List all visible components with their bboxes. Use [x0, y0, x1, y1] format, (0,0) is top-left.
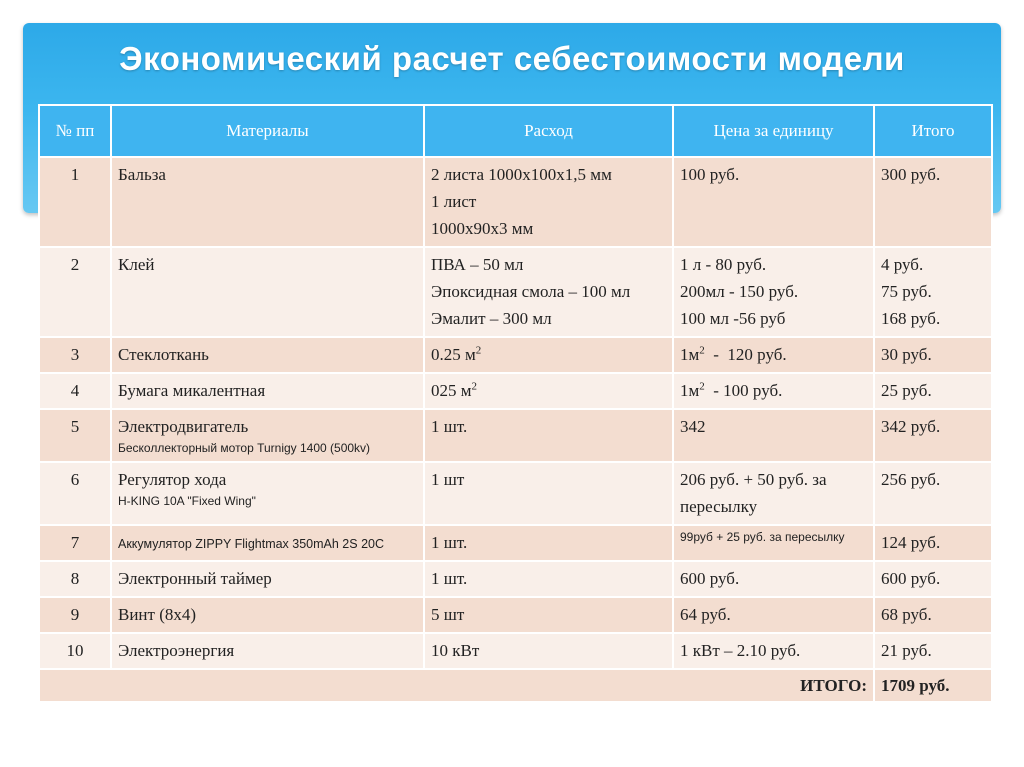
table-row [39, 597, 992, 633]
grand-total-row [39, 669, 992, 702]
material-small: Аккумулятор ZIPPY Flightmax 350mAh 2S 20C [118, 537, 385, 551]
price-pre: 1м [680, 381, 700, 400]
row-price: 64 руб. [673, 597, 874, 633]
cost-table [38, 104, 993, 703]
total-line: 4 руб. [881, 255, 924, 274]
col-header-total: Итого [874, 105, 992, 157]
row-material [111, 462, 424, 525]
row-num: 4 [39, 373, 111, 409]
price-unit-sup: 2 [699, 344, 705, 357]
row-price: 1 кВт – 2.10 руб. [673, 633, 874, 669]
row-material: Бумага микалентная [111, 373, 424, 409]
usage-unit-sup: 2 [475, 344, 482, 357]
row-price: 342 [673, 409, 874, 462]
table-row [39, 462, 992, 525]
table-row [39, 633, 992, 669]
row-usage: 1 шт. [424, 525, 673, 561]
row-total: 30 руб. [874, 337, 992, 373]
col-header-material: Материалы [111, 105, 424, 157]
table-row [39, 157, 992, 247]
col-header-num: № пп [39, 105, 111, 157]
price-line: 1 л - 80 руб. [680, 255, 767, 274]
row-material: Стеклоткань [111, 337, 424, 373]
row-usage: 1 шт. [424, 561, 673, 597]
row-price [673, 525, 874, 561]
grand-total-value: 1709 руб. [874, 669, 992, 702]
usage-line: 2 листа 1000х100х1,5 мм [431, 165, 612, 184]
row-total: 21 руб. [874, 633, 992, 669]
row-num: 7 [39, 525, 111, 561]
row-total [874, 247, 992, 337]
row-num: 1 [39, 157, 111, 247]
material-name: Электродвигатель [118, 417, 249, 436]
price-small: 99руб + 25 руб. за пересылку [680, 530, 845, 544]
row-price: 100 руб. [673, 157, 874, 247]
row-total: 342 руб. [874, 409, 992, 462]
row-usage [424, 373, 673, 409]
grand-total-label: ИТОГО: [39, 669, 874, 702]
row-material: Клей [111, 247, 424, 337]
row-price: 206 руб. + 50 руб. за пересылку [673, 462, 874, 525]
usage-line: Эмалит – 300 мл [431, 309, 552, 328]
row-usage [424, 337, 673, 373]
row-usage: 1 шт [424, 462, 673, 525]
price-post: - 100 руб. [704, 381, 783, 400]
row-material: Винт (8х4) [111, 597, 424, 633]
price-post: - 120 руб. [704, 345, 787, 364]
total-line: 75 руб. [881, 282, 932, 301]
row-num: 3 [39, 337, 111, 373]
row-total: 124 руб. [874, 525, 992, 561]
usage-line: 1000х90х3 мм [431, 219, 534, 238]
price-line: 100 мл -56 руб [680, 309, 786, 328]
usage-line: Эпоксидная смола – 100 мл [431, 282, 631, 301]
row-num: 6 [39, 462, 111, 525]
row-material [111, 409, 424, 462]
row-usage [424, 247, 673, 337]
slide-title: Экономический расчет себестоимости модели [119, 40, 905, 77]
col-header-price: Цена за единицу [673, 105, 874, 157]
row-num: 10 [39, 633, 111, 669]
row-material: Электроэнергия [111, 633, 424, 669]
row-num: 8 [39, 561, 111, 597]
price-line: 200мл - 150 руб. [680, 282, 799, 301]
row-usage: 5 шт [424, 597, 673, 633]
usage-text: 025 м [431, 381, 472, 400]
row-material [111, 525, 424, 561]
row-usage [424, 157, 673, 247]
row-total: 68 руб. [874, 597, 992, 633]
row-price [673, 337, 874, 373]
row-price [673, 373, 874, 409]
table-row [39, 337, 992, 373]
table-row [39, 409, 992, 462]
col-header-usage: Расход [424, 105, 673, 157]
row-num: 5 [39, 409, 111, 462]
price-unit-sup: 2 [699, 380, 705, 393]
price-pre: 1м [680, 345, 700, 364]
row-total: 25 руб. [874, 373, 992, 409]
row-total: 256 руб. [874, 462, 992, 525]
material-note: H-KING 10A "Fixed Wing" [118, 494, 256, 508]
row-total: 300 руб. [874, 157, 992, 247]
row-material: Электронный таймер [111, 561, 424, 597]
usage-line: 1 лист [431, 192, 477, 211]
table-row [39, 525, 992, 561]
material-name: Регулятор хода [118, 470, 227, 489]
usage-unit-sup: 2 [471, 380, 478, 393]
usage-text: 0.25 м [431, 345, 476, 364]
row-num: 2 [39, 247, 111, 337]
material-note: Бесколлекторный мотор Turnigy 1400 (500kv) [118, 441, 371, 455]
table-row [39, 561, 992, 597]
row-price: 600 руб. [673, 561, 874, 597]
table-row [39, 247, 992, 337]
table-header-row [39, 105, 992, 157]
row-usage: 1 шт. [424, 409, 673, 462]
row-total: 600 руб. [874, 561, 992, 597]
row-usage: 10 кВт [424, 633, 673, 669]
row-material: Бальза [111, 157, 424, 247]
row-num: 9 [39, 597, 111, 633]
total-line: 168 руб. [881, 309, 941, 328]
table-row [39, 373, 992, 409]
usage-line: ПВА – 50 мл [431, 255, 524, 274]
row-price [673, 247, 874, 337]
